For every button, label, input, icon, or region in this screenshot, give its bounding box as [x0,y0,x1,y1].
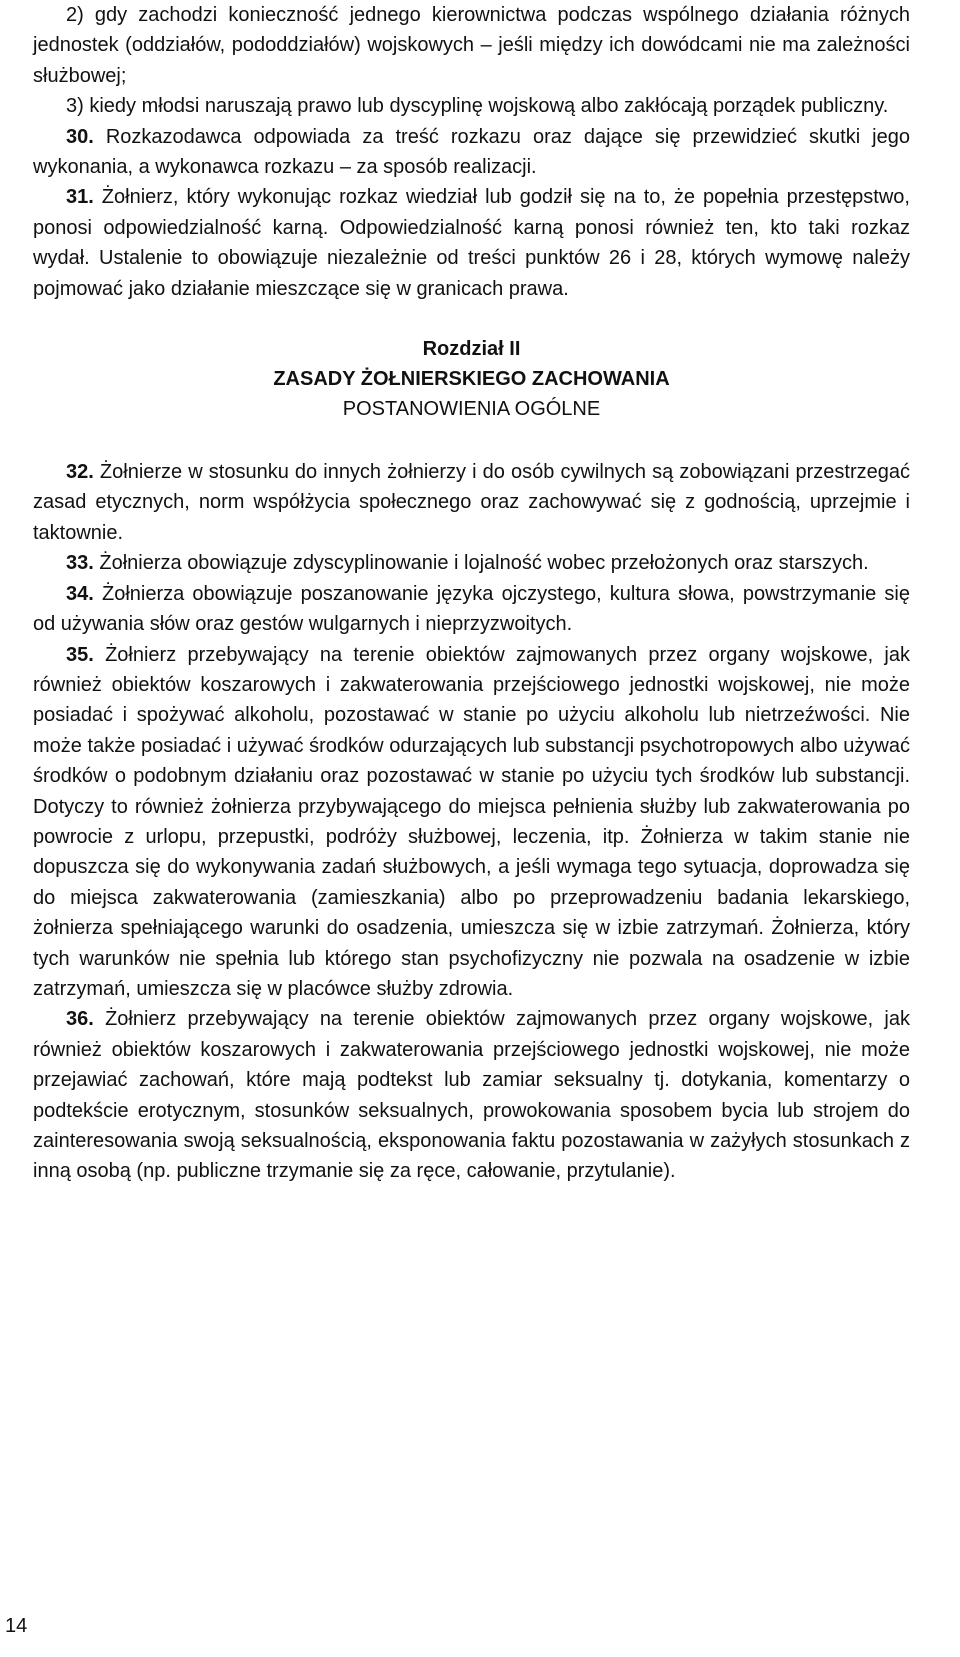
paragraph-30 [33,122,910,183]
paragraph-text: Żołnierz przebywający na terenie obiektów zajmowanych przez organy wojskowe, jak również obiektów koszarowych i zakwaterowania przejściowego jednostki wojskowej, nie może posiadać i spożywać alkoholu, pozostawać w stanie po użyciu alkoholu lub nietrzeźwości. Nie może także posiadać i używać środków odurzających lub substancji psychotropowych albo używać środków o podobnym działaniu oraz pozostawać w stanie po użyciu tych środków lub substancji. Dotyczy to również żołnierza przybywającego do miejsca pełnienia służby lub zakwaterowania po powrocie z urlopu, przepustki, podróży służbowej, leczenia, itp. Żołnierza w takim stanie nie dopuszcza się do wykonywania zadań służbowych, a jeśli wymaga tego sytuacja, doprowadza się do miejsca zakwaterowania (zamieszkania) albo po przeprowadzeniu badania lekarskiego, żołnierza spełniającego warunki do osadzenia, umieszcza się w izbie zatrzymań. Żołnierza, który tych warunków nie spełnia lub którego stan psychofizyczny nie pozwala na osadzenie w izbie zatrzymań, umieszcza się w placówce służby zdrowia. [33,643,911,1000]
paragraph-number: 34. [66,582,94,605]
paragraph-number: 32. [66,461,94,484]
page-number: 14 [5,1615,28,1637]
paragraph-32 [33,457,910,548]
paragraph-text: Rozkazodawca odpowiada za treść rozkazu oraz dające się przewidzieć skutki jego wykonania, a wykonawca rozkazu – za sposób realizacji. [33,125,910,179]
paragraph-item-2 [33,0,910,91]
paragraph-34 [33,579,910,640]
paragraph-35 [33,640,910,1005]
paragraph-text: Żołnierz przebywający na terenie obiektów zajmowanych przez organy wojskowe, jak również obiektów koszarowych i zakwaterowania przejściowego jednostki wojskowej, nie może przejawiać zachowań, które mają podtekst lub zamiar seksualny tj. dotykania, komentarzy o podtekście erotycznym, stosunków seksualnych, prowokowania sposobem bycia lub strojem do zainteresowania swoją seksualnością, eksponowania faktu pozostawania w zażyłych stosunkach z inną osobą (np. publiczne trzymanie się za ręce, całowanie, przytulanie). [33,1008,911,1183]
chapter-title: ZASADY ŻOŁNIERSKIEGO ZACHOWANIA [273,368,670,391]
paragraph-number: 30. [66,125,94,148]
section-top [33,0,910,304]
paragraph-number: 36. [66,1008,94,1031]
chapter-subtitle: POSTANOWIENIA OGÓLNE [342,398,601,421]
chapter-label: Rozdział II [422,338,521,361]
paragraph-text: Żołnierze w stosunku do innych żołnierzy i do osób cywilnych są zobowiązani przestrzegać zasad etycznych, norm współżycia społecznego oraz zachowywać się z godnością, uprzejmie i taktownie. [33,461,910,544]
paragraph-36 [33,1004,910,1186]
document-page [33,0,910,1187]
paragraph-text: 2) gdy zachodzi konieczność jednego kierownictwa podczas wspólnego działania różnych jednostek (oddziałów, pododdziałów) wojskowych – jeśli między ich dowódcami nie ma zależności służbowej; [33,4,910,87]
paragraph-item-3 [33,91,910,121]
paragraph-text: Żołnierza obowiązuje zdyscyplinowanie i lojalność wobec przełożonych oraz starszych. [99,552,869,575]
paragraph-text: Żołnierza obowiązuje poszanowanie języka ojczystego, kultura słowa, powstrzymanie się od używania słów oraz gestów wulgarnych i nieprzyzwoitych. [33,582,910,636]
paragraph-31 [33,182,910,304]
chapter-heading [33,334,910,424]
paragraph-number: 35. [66,643,94,666]
paragraph-number: 33. [66,552,94,575]
paragraph-33 [33,548,910,578]
paragraph-text: 3) kiedy młodsi naruszają prawo lub dyscyplinę wojskową albo zakłócają porządek publiczny. [66,95,889,118]
section-bottom [33,457,910,1187]
paragraph-text: Żołnierz, który wykonując rozkaz wiedział lub godził się na to, że popełnia przestępstwo, ponosi odpowiedzialność karną. Odpowiedzialność karną ponosi również ten, kto taki rozkaz wydał. Ustalenie to obowiązuje niezależnie od treści punktów 26 i 28, których wymowę należy pojmować jako działanie mieszczące się w granicach prawa. [33,186,910,300]
paragraph-number: 31. [66,186,94,209]
